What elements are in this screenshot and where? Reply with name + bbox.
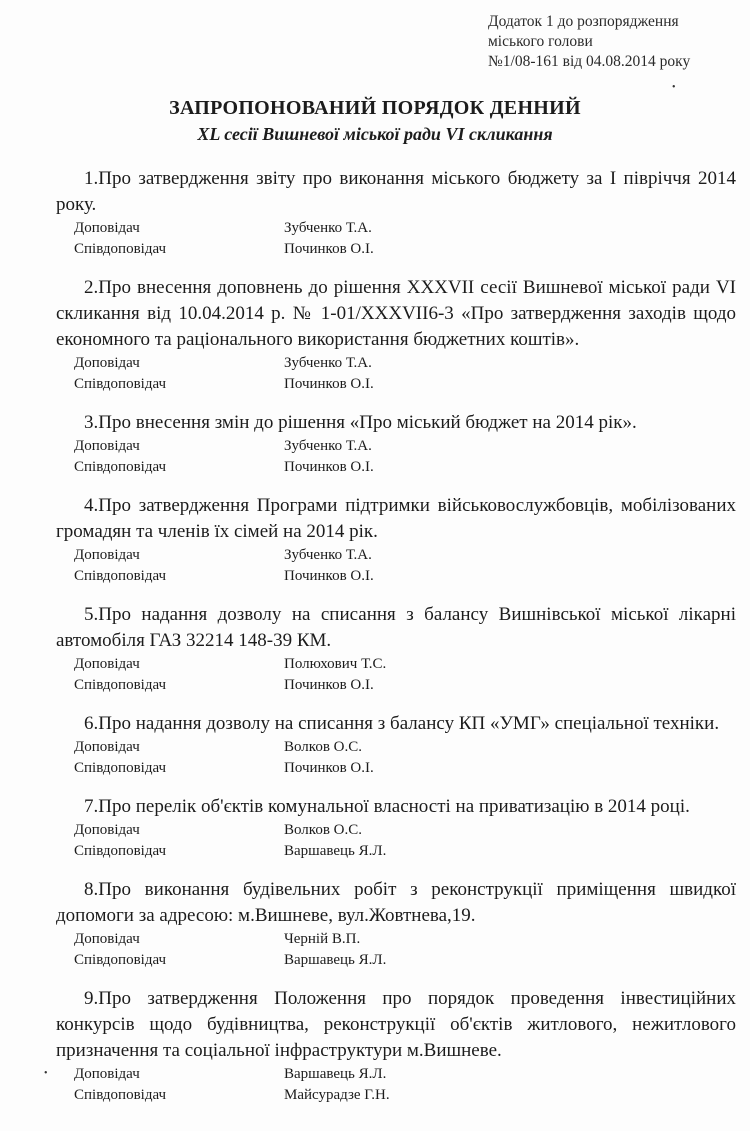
co-speaker-row <box>74 758 736 779</box>
speaker-name: Полюхович Т.С. <box>284 656 387 672</box>
speaker-row <box>74 929 736 950</box>
co-speaker-name: Починков О.І. <box>284 760 374 776</box>
speaker-name: Зубченко Т.А. <box>284 547 372 563</box>
speaker-role-label: Доповідач <box>74 1066 140 1082</box>
document-header <box>0 96 750 146</box>
agenda-item <box>56 166 736 260</box>
annex-note <box>488 12 690 72</box>
co-speaker-role-label: Співдоповідач <box>74 568 167 584</box>
co-speaker-name: Починков О.І. <box>284 241 374 257</box>
speaker-role-label: Доповідач <box>74 438 140 454</box>
speaker-name: Зубченко Т.А. <box>284 355 372 371</box>
annex-line-1: Додаток 1 до розпорядження <box>488 13 679 30</box>
ink-speck: • <box>672 82 676 93</box>
co-speaker-role-label: Співдоповідач <box>74 1087 167 1103</box>
agenda-item <box>56 602 736 696</box>
speaker-row <box>74 353 736 374</box>
speaker-role-label: Доповідач <box>74 547 140 563</box>
agenda-item <box>56 275 736 395</box>
speaker-row <box>74 654 736 675</box>
speaker-name: Волков О.С. <box>284 822 362 838</box>
annex-line-3: №1/08-161 від 04.08.2014 року <box>488 53 691 70</box>
speaker-role-label: Доповідач <box>74 739 140 755</box>
speaker-name: Варшавець Я.Л. <box>284 1066 387 1082</box>
co-speaker-name: Починков О.І. <box>284 568 374 584</box>
co-speaker-row <box>74 457 736 478</box>
agenda-item <box>56 794 736 862</box>
agenda-item <box>56 493 736 587</box>
co-speaker-name: Варшавець Я.Л. <box>284 843 387 859</box>
agenda-item-text: 6.Про надання дозволу на списання з балансу КП «УМГ» спеціальної техніки. <box>84 713 720 734</box>
co-speaker-name: Починков О.І. <box>284 677 374 693</box>
co-speaker-name: Варшавець Я.Л. <box>284 952 387 968</box>
speaker-row <box>74 1064 736 1085</box>
co-speaker-row <box>74 566 736 587</box>
agenda-item <box>56 877 736 971</box>
agenda-item <box>56 410 736 478</box>
agenda-item-text: 2.Про внесення доповнень до рішення XXXVII сесії Вишневої міської ради VI скликання від 10.04.2014 р. № 1-01/XXXVII6-3 «Про затвердження заходів щодо економного та раціонального використання бюджетних коштів». <box>56 277 736 350</box>
co-speaker-role-label: Співдоповідач <box>74 952 167 968</box>
speaker-row <box>74 218 736 239</box>
speaker-row <box>74 436 736 457</box>
speaker-name: Волков О.С. <box>284 739 362 755</box>
document-title: ЗАПРОПОНОВАНИЙ ПОРЯДОК ДЕННИЙ <box>169 97 581 119</box>
agenda-item-text: 1.Про затвердження звіту про виконання міського бюджету за І півріччя 2014 року. <box>56 168 736 215</box>
speaker-role-label: Доповідач <box>74 656 140 672</box>
co-speaker-row <box>74 374 736 395</box>
co-speaker-row <box>74 239 736 260</box>
speaker-role-label: Доповідач <box>74 822 140 838</box>
agenda-list <box>56 166 736 1121</box>
co-speaker-row <box>74 950 736 971</box>
agenda-item-text: 3.Про внесення змін до рішення «Про міський бюджет на 2014 рік». <box>84 412 637 433</box>
agenda-item-text: 9.Про затвердження Положення про порядок проведення інвестиційних конкурсів щодо будівництва, реконструкції об'єктів житлового, нежитлового призначення та соціальної інфраструктури м.Вишневе. <box>56 988 736 1061</box>
agenda-item <box>56 711 736 779</box>
speaker-role-label: Доповідач <box>74 931 140 947</box>
speaker-role-label: Доповідач <box>74 355 140 371</box>
speaker-row <box>74 820 736 841</box>
co-speaker-name: Починков О.І. <box>284 459 374 475</box>
co-speaker-role-label: Співдоповідач <box>74 376 167 392</box>
ink-speck: • <box>44 1068 48 1079</box>
document-subtitle: XL сесії Вишневої міської ради VI скликання <box>197 124 553 144</box>
agenda-item-text: 7.Про перелік об'єктів комунальної власності на приватизацію в 2014 році. <box>84 796 690 817</box>
co-speaker-role-label: Співдоповідач <box>74 241 167 257</box>
speaker-row <box>74 545 736 566</box>
co-speaker-row <box>74 841 736 862</box>
agenda-item <box>56 986 736 1106</box>
co-speaker-name: Майсурадзе Г.Н. <box>284 1087 390 1103</box>
co-speaker-row <box>74 1085 736 1106</box>
speaker-role-label: Доповідач <box>74 220 140 236</box>
co-speaker-role-label: Співдоповідач <box>74 760 167 776</box>
co-speaker-role-label: Співдоповідач <box>74 459 167 475</box>
speaker-name: Зубченко Т.А. <box>284 438 372 454</box>
speaker-row <box>74 737 736 758</box>
speaker-name: Черній В.П. <box>284 931 361 947</box>
speaker-name: Зубченко Т.А. <box>284 220 372 236</box>
co-speaker-row <box>74 675 736 696</box>
co-speaker-role-label: Співдоповідач <box>74 843 167 859</box>
agenda-item-text: 5.Про надання дозволу на списання з балансу Вишнівської міської лікарні автомобіля ГАЗ 32214 148-39 КМ. <box>56 604 736 651</box>
annex-line-2: міського голови <box>488 33 593 50</box>
co-speaker-name: Починков О.І. <box>284 376 374 392</box>
agenda-item-text: 8.Про виконання будівельних робіт з реконструкції приміщення швидкої допомоги за адресою: м.Вишневе, вул.Жовтнева,19. <box>56 879 736 926</box>
agenda-item-text: 4.Про затвердження Програми підтримки військовослужбовців, мобілізованих громадян та членів їх сімей на 2014 рік. <box>56 495 736 542</box>
co-speaker-role-label: Співдоповідач <box>74 677 167 693</box>
